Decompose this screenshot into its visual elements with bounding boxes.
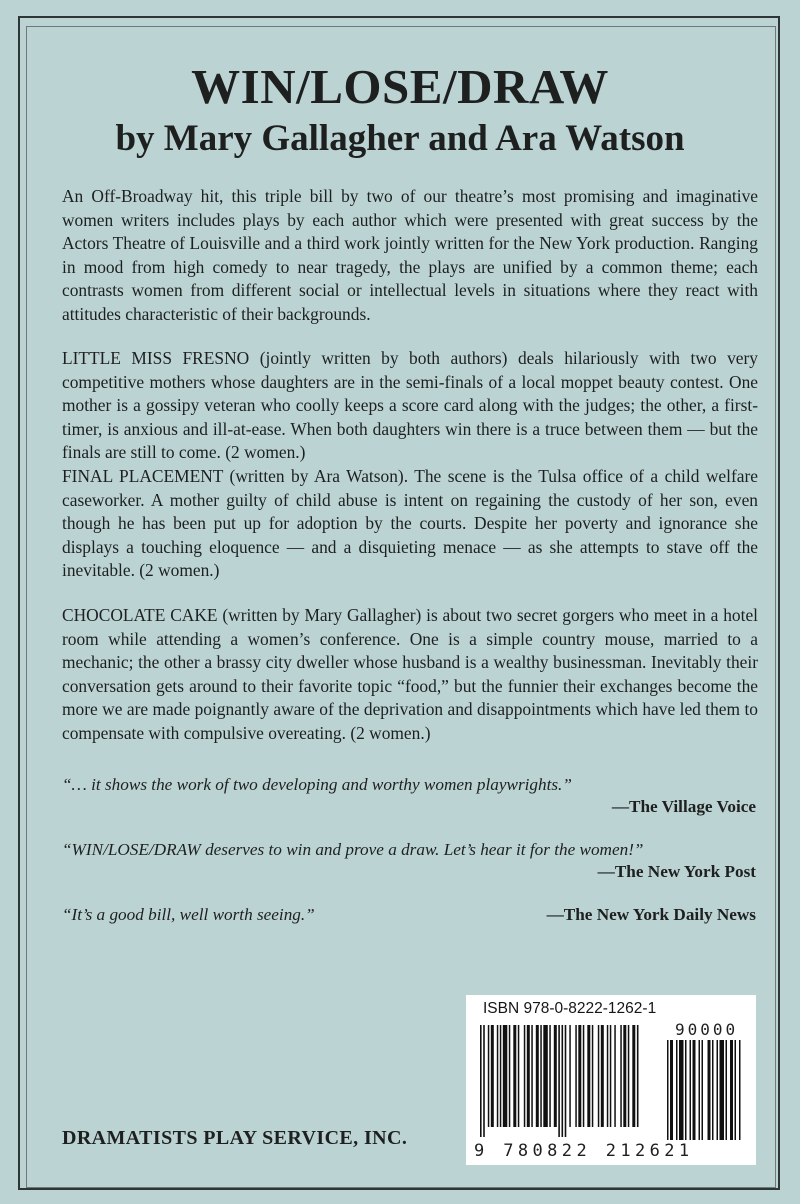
barcode-bar [503, 1025, 508, 1127]
barcode-bar [509, 1025, 511, 1127]
barcode-bar [483, 1025, 485, 1137]
barcode-bar [531, 1025, 533, 1127]
barcode-bar [543, 1025, 548, 1127]
barcode-bar [717, 1040, 719, 1140]
barcode-bar [679, 1040, 684, 1140]
barcode-bar [592, 1025, 594, 1127]
final-placement-paragraph: FINAL PLACEMENT (written by Ara Watson). The scene is the Tulsa office of a child welfare caseworker. A mother guilty of child abuse is intent on regaining the custody of her son, even though he has been put up for adoption by the courts. Despite her poverty and ignorance she displays a touching eloquence — and a disquieting menace — as she attempts to stave off the inevitable. (2 women.) [62, 466, 758, 581]
barcode-bar [739, 1040, 741, 1140]
little-miss-fresno-paragraph: LITTLE MISS FRESNO (jointly written by both authors) deals hilariously with two very competitive mothers whose daughters are in the semi-finals of a local moppet beauty contest. One mother is a gossipy veteran who coolly keeps a score card along with the judges; the other, a first-timer, is anxious and ill-at-ease. When both daughters win there is a truce between them — but the finals are still to come. (2 women.) [62, 348, 758, 463]
barcode-bar [569, 1025, 571, 1127]
review-source: —The New York Post [597, 862, 756, 881]
barcode-bar [549, 1025, 551, 1127]
barcode-bar [607, 1025, 609, 1127]
barcode-bar [527, 1025, 530, 1127]
review-quote: “WIN/LOSE/DRAW deserves to win and prove a draw. Let’s hear it for the women!” [62, 840, 644, 859]
barcode-digits: 9 780822 212621 [474, 1141, 694, 1161]
barcode-bar [500, 1025, 502, 1127]
authors-byline: by Mary Gallagher and Ara Watson [115, 118, 685, 159]
barcode-bar [554, 1025, 557, 1127]
barcode-bar [565, 1025, 567, 1137]
barcode-bar [480, 1025, 482, 1137]
description-paragraph: An Off-Broadway hit, this triple bill by two of our theatre’s most promising and imaginative women writers includes plays by each author which were presented with great success by the Actors Theatre of Louisville and a third work jointly written for the New York production. Ranging in mood from high comedy to near tragedy, the plays are unified by a common theme; each contrasts women from different social or intellectual levels in situations where they react with attitudes characteristic of their backgrounds. [62, 186, 758, 324]
barcode-bar [558, 1025, 560, 1137]
barcode-bar [637, 1025, 639, 1127]
publisher-name: DRAMATISTS PLAY SERVICE, INC. [62, 1127, 408, 1149]
barcode-bar [540, 1025, 542, 1127]
barcode-bar [610, 1025, 612, 1127]
book-title: WIN/LOSE/DRAW [191, 59, 609, 114]
barcode-bar [513, 1025, 516, 1127]
review-quote: “… it shows the work of two developing and worthy women playwrights.” [62, 775, 572, 794]
barcode-bar [614, 1025, 616, 1127]
barcode-bar [623, 1025, 626, 1127]
barcode-bar [620, 1025, 622, 1127]
barcode-bar [699, 1040, 701, 1140]
barcode-bar [708, 1040, 711, 1140]
barcode-bar [601, 1025, 604, 1127]
barcode-bar [575, 1025, 577, 1127]
barcode-bar [670, 1040, 673, 1140]
barcode-bar [536, 1025, 539, 1127]
barcode-bar [690, 1040, 692, 1140]
barcode-bar [562, 1025, 564, 1137]
barcode-bar [583, 1025, 585, 1127]
barcode [480, 1025, 660, 1140]
barcode-bar [524, 1025, 526, 1127]
review-source: —The Village Voice [611, 797, 756, 816]
barcode-bar [676, 1040, 678, 1140]
barcode-bar [712, 1040, 714, 1140]
isbn-number: ISBN 978-0-8222-1262-1 [483, 1000, 657, 1017]
price-code: 90000 [675, 1020, 739, 1039]
review-source: —The New York Daily News [546, 905, 756, 924]
barcode-bar [632, 1025, 635, 1127]
barcode-bar [488, 1025, 490, 1127]
barcode-bar [491, 1025, 494, 1127]
barcode-bar [726, 1040, 728, 1140]
barcode-bar [578, 1025, 581, 1127]
barcode-bar [628, 1025, 630, 1127]
barcode-bar [598, 1025, 600, 1127]
chocolate-cake-paragraph: CHOCOLATE CAKE (written by Mary Gallagher) is about two secret gorgers who meet in a hotel room while attending a women’s conference. One is a simple country mouse, married to a mechanic; the other a brassy city dweller whose husband is a wealthy businessman. Inevitably their conversation gets around to their favorite topic “food,” but the funnier their exchanges become the more we are made poignantly aware of the deprivation and disappointments which have led them to compensate with compulsive overeating. (2 women.) [62, 605, 758, 743]
barcode-bar [702, 1040, 704, 1140]
barcode-bar [587, 1025, 590, 1127]
barcode-bar [685, 1040, 687, 1140]
barcode-bar [667, 1040, 669, 1140]
addon-barcode [667, 1040, 749, 1140]
barcode-bar [730, 1040, 733, 1140]
barcode-bar [720, 1040, 725, 1140]
barcode-bar [693, 1040, 696, 1140]
review-quote: “It’s a good bill, well worth seeing.” [62, 905, 315, 924]
barcode-bar [735, 1040, 737, 1140]
barcode-bar [518, 1025, 520, 1127]
barcode-bar [497, 1025, 499, 1127]
